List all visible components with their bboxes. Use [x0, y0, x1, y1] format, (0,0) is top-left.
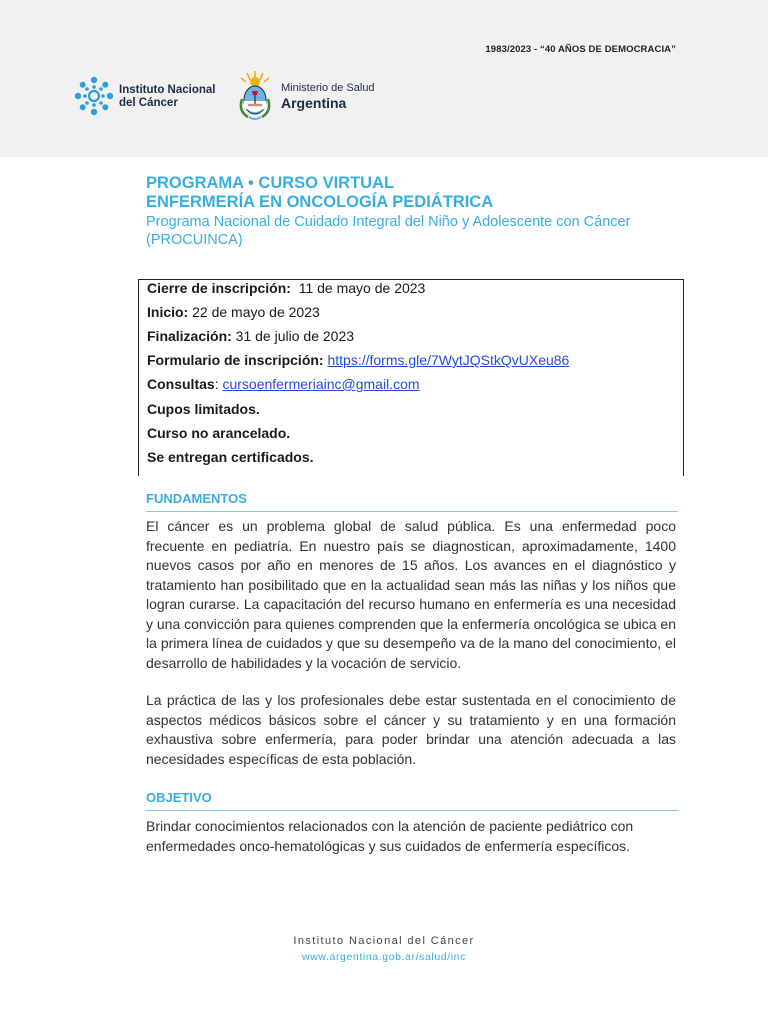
objetivo-heading: OBJETIVO	[146, 790, 678, 811]
info-cupos-text: Cupos limitados.	[147, 401, 260, 417]
info-finalizacion	[147, 328, 354, 344]
motto-text: 1983/2023 - “40 AÑOS DE DEMOCRACIA”	[485, 44, 676, 55]
ministry-line1: Ministerio de Salud	[281, 82, 375, 94]
fundamentos-paragraph-2: La práctica de las y los profesionales debe estar sustentada en el conocimiento de aspectos médicos básicos sobre el cáncer y su tratamiento y en una formación exhaustiva sobre enfermería, para poder brindar una atención adecuada a las necesidades específicas de esta población.	[146, 692, 676, 767]
course-info-box	[138, 279, 684, 473]
ministry-name	[281, 82, 401, 112]
footer-institution: Instituto Nacional del Cáncer	[293, 935, 475, 947]
document-subtitle: Programa Nacional de Cuidado Integral del Niño y Adolescente con Cáncer (PROCUINCA)	[146, 214, 631, 248]
info-consultas-sep: :	[214, 376, 223, 392]
info-certificados	[147, 449, 314, 465]
argentina-coat-of-arms-icon	[236, 69, 274, 121]
info-cierre-value: 11 de mayo de 2023	[290, 280, 426, 296]
info-arancel	[147, 425, 290, 441]
consultas-email-link[interactable]: cursoenfermeriainc@gmail.com	[222, 376, 420, 392]
info-fin-value: 31 de julio de 2023	[231, 328, 355, 344]
info-cierre-label: Cierre de inscripción:	[147, 280, 291, 296]
info-fin-label: Finalización:	[147, 328, 232, 344]
info-inicio	[147, 304, 320, 320]
fundamentos-paragraph-1: El cáncer es un problema global de salud pública. Es una enfermedad poco frecuente en pediatría. En nuestro país se diagnostican, aproximadamente, 1400 nuevos casos por año en menores de 15 años. Los avances en el diagnóstico y tratamiento han posibilitado que en la actualidad sean más las niñas y los niños que logran curarse. La capacitación del recurso humano en enfermería es una necesidad y una convicción para quienes comprenden que la enfermería oncológica se ubica en la primera línea de cuidados y que su desempeño va de la mano del conocimiento, el desarrollo de habilidades y la vocación de servicio.	[146, 518, 677, 671]
info-cierre	[147, 280, 425, 296]
info-certificados-text: Se entregan certificados.	[147, 449, 314, 465]
info-form-label: Formulario de inscripción:	[147, 352, 324, 368]
info-consultas-label: Consultas	[147, 376, 215, 392]
info-inicio-label: Inicio:	[147, 304, 189, 320]
inc-flower-logo-icon	[72, 74, 116, 118]
title-line1: PROGRAMA • CURSO VIRTUAL	[146, 174, 395, 192]
inc-name: Instituto Nacional del Cáncer	[119, 84, 216, 109]
title-line2: ENFERMERÍA EN ONCOLOGÍA PEDIÁTRICA	[146, 193, 494, 211]
fundamentos-heading: FUNDAMENTOS	[146, 491, 678, 512]
ministry-line2: Argentina	[281, 95, 347, 111]
info-arancel-text: Curso no arancelado.	[147, 425, 291, 441]
info-inicio-value: 22 de mayo de 2023	[188, 304, 320, 320]
info-consultas	[147, 376, 420, 392]
info-cupos	[147, 401, 260, 417]
form-link[interactable]: https://forms.gle/7WytJQStkQvUXeu86	[327, 352, 570, 368]
footer-url: www.argentina.gob.ar/salud/inc	[302, 951, 466, 963]
objetivo-paragraph: Brindar conocimientos relacionados con la atención de paciente pediátrico con enfermedades onco-hematológicas y sus cuidados de enfermería específicos.	[146, 818, 634, 854]
info-formulario	[147, 352, 569, 368]
document-title	[146, 174, 686, 212]
